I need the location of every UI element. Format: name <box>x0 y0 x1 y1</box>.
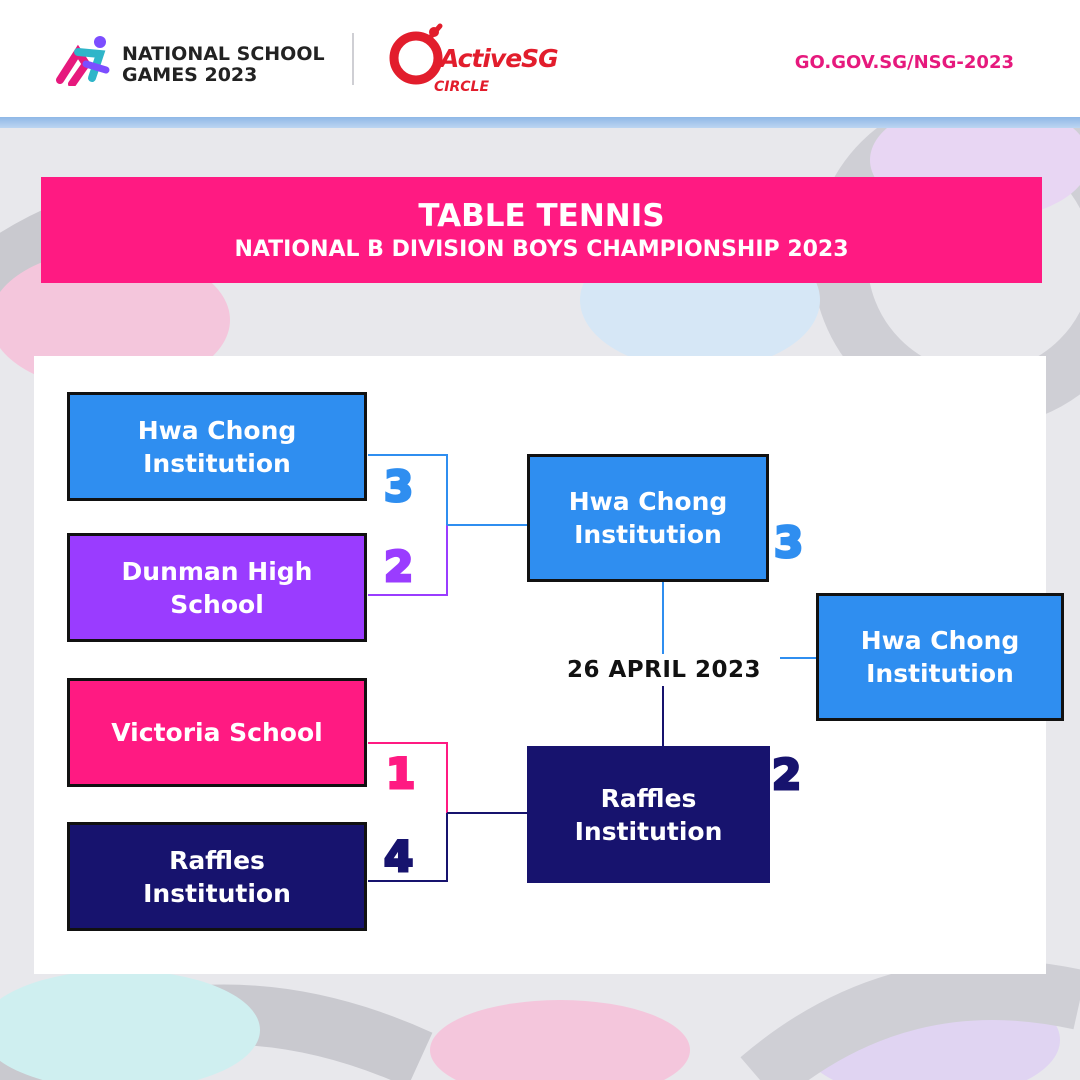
team-name-line-2: Institution <box>574 816 723 846</box>
team-champion <box>816 593 1064 721</box>
activesg-circle-label: CIRCLE <box>434 79 490 95</box>
team-hwa-chong-sf1 <box>67 392 367 501</box>
team-name-line-2: Institution <box>866 659 1014 688</box>
score-hwa-chong-sf1: 3 <box>384 462 414 511</box>
score-hwa-chong-final: 3 <box>774 518 804 567</box>
sport-title: TABLE TENNIS <box>418 198 665 234</box>
score-dunman-high: 2 <box>384 542 414 591</box>
team-dunman-high <box>67 533 367 642</box>
event-title: NATIONAL B DIVISION BOYS CHAMPIONSHIP 2023 <box>234 237 849 262</box>
score-raffles-final: 2 <box>772 750 802 799</box>
score-raffles-sf2: 4 <box>384 832 414 881</box>
team-name-line-1: Raffles <box>169 845 265 875</box>
team-name-line-1: Hwa Chong <box>568 487 728 516</box>
team-name-line-1: Raffles <box>600 783 697 813</box>
team-name-line-1: Dunman High <box>121 556 313 586</box>
team-name-line-2: Institution <box>143 448 291 478</box>
team-name-line-2: Institution <box>143 878 291 908</box>
team-raffles-final <box>527 746 770 883</box>
team-name-line-2: School <box>170 589 264 619</box>
team-name-line-2: Institution <box>574 520 722 549</box>
nsg-line-2: GAMES 2023 <box>122 64 258 86</box>
nsg-line-1: NATIONAL SCHOOL <box>122 43 325 65</box>
team-name-line-1: Victoria School <box>111 718 323 747</box>
final-date: 26 APRIL 2023 <box>548 654 780 686</box>
score-victoria-school: 1 <box>386 749 416 798</box>
activesg-wordmark: ActiveSG <box>440 44 558 73</box>
team-raffles-sf2 <box>67 822 367 931</box>
header-url[interactable]: GO.GOV.SG/NSG-2023 <box>794 52 1014 73</box>
team-name-line-1: Hwa Chong <box>137 415 297 445</box>
team-name-line-1: Hwa Chong <box>860 626 1020 655</box>
team-victoria-school <box>67 678 367 787</box>
team-hwa-chong-final <box>527 454 769 582</box>
